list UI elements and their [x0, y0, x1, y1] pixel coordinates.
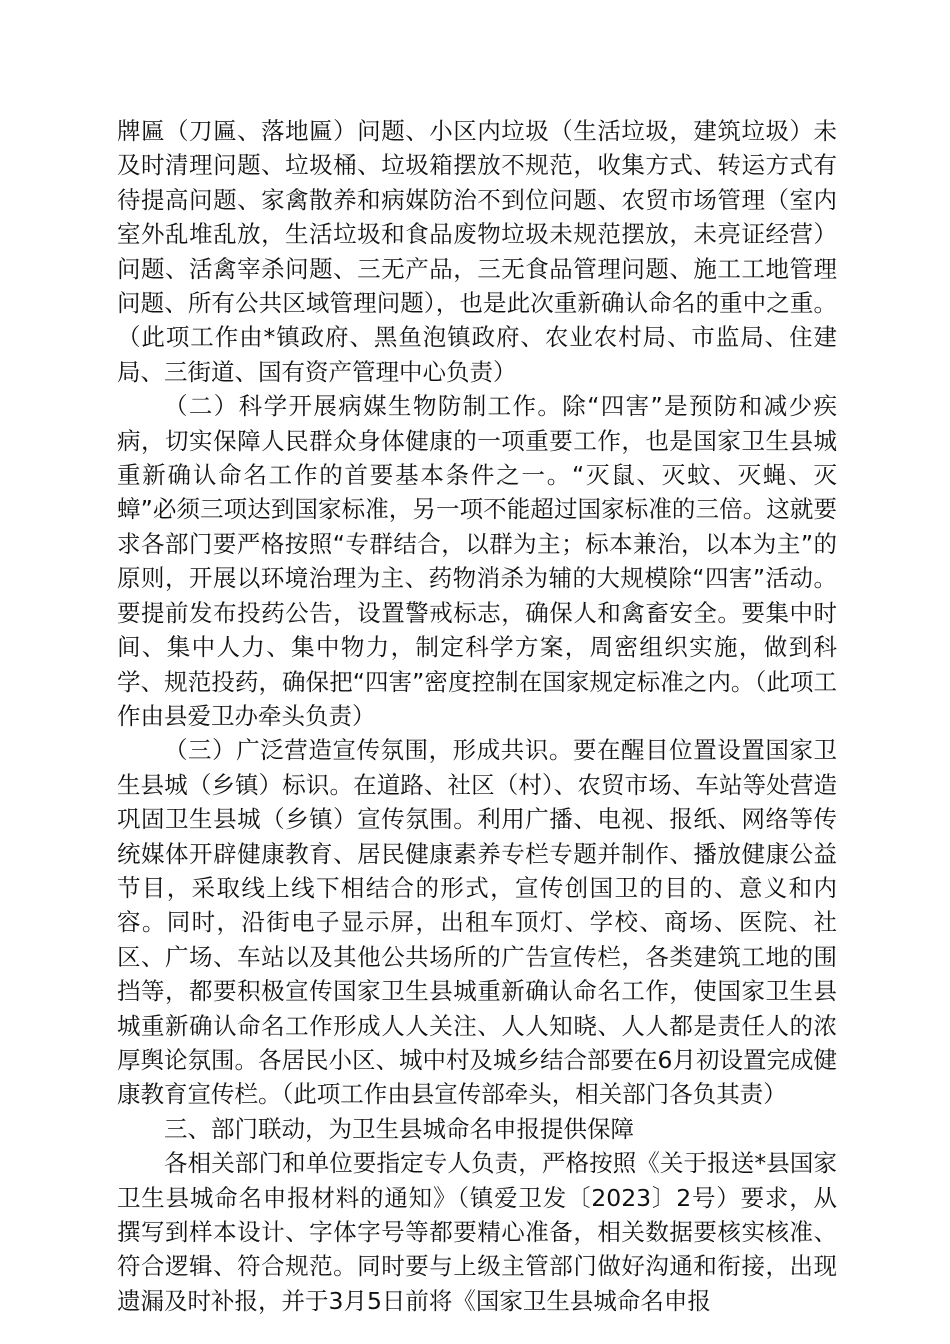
paragraph-vector-control: （二）科学开展病媒生物防制工作。除“四害”是预防和减少疾病，切实保障人民群众身体健康的一项重要工作，也是国家卫生县城重新确认命名工作的首要基本条件之一。“灭鼠、灭蚊、灭蝇、灭蟑”必须三项达到国家标准，另一项不能超过国家标准的三倍。这就要求各部门要严格按照“专群结合，以群为主；标本兼治，以本为主”的原则，开展以环境治理为主、药物消杀为辅的大规模除“四害”活动。要提前发布投药公告，设置警戒标志，确保人和禽畜安全。要集中时间、集中人力、集中物力，制定科学方案，周密组织实施，做到科学、规范投药，确保把“四害”密度控制在国家规定标准之内。（此项工作由县爱卫办牵头负责）	[117, 392, 837, 730]
paragraph-application-materials: 各相关部门和单位要指定专人负责，严格按照《关于报送*县国家卫生县城命名申报材料的通知》（镇爱卫发〔2023〕2号）要求，从撰写到样本设计、字体字号等都要精心准备，相关数据要核实核准、符合逻辑、符合规范。同时要与上级主管部门做好沟通和衔接，出现遗漏及时补报，并于3月5日前将《国家卫生县城命名申报	[117, 1149, 837, 1315]
document-page	[117, 114, 837, 1318]
paragraph-continued-issues: 牌匾（刀匾、落地匾）问题、小区内垃圾（生活垃圾，建筑垃圾）未及时清理问题、垃圾桶、垃圾箱摆放不规范，收集方式、转运方式有待提高问题、家禽散养和病媒防治不到位问题、农贸市场管理（室内室外乱堆乱放，生活垃圾和食品废物垃圾未规范摆放，未亮证经营）问题、活禽宰杀问题、三无产品，三无食品管理问题、施工工地管理问题、所有公共区域管理问题），也是此次重新确认命名的重中之重。（此项工作由*镇政府、黑鱼泡镇政府、农业农村局、市监局、住建局、三街道、国有资产管理中心负责）	[117, 117, 837, 386]
paragraph-publicity: （三）广泛营造宣传氛围，形成共识。要在醒目位置设置国家卫生县城（乡镇）标识。在道路、社区（村）、农贸市场、车站等处营造巩固卫生县城（乡镇）宣传氛围。利用广播、电视、报纸、网络等传统媒体开辟健康教育、居民健康素养专栏专题并制作、播放健康公益节目，采取线上线下相结合的形式，宣传创国卫的目的、意义和内容。同时，沿街电子显示屏，出租车顶灯、学校、商场、医院、社区、广场、车站以及其他公共场所的广告宣传栏，各类建筑工地的围挡等，都要积极宣传国家卫生县城重新确认命名工作，使国家卫生县城重新确认命名工作形成人人关注、人人知晓、人人都是责任人的浓厚舆论氛围。各居民小区、城中村及城乡结合部要在6月初设置完成健康教育宣传栏。（此项工作由县宣传部牵头，相关部门各负其责）	[117, 736, 837, 1109]
section-heading-department-linkage: 三、部门联动，为卫生县城命名申报提供保障	[164, 1114, 634, 1143]
